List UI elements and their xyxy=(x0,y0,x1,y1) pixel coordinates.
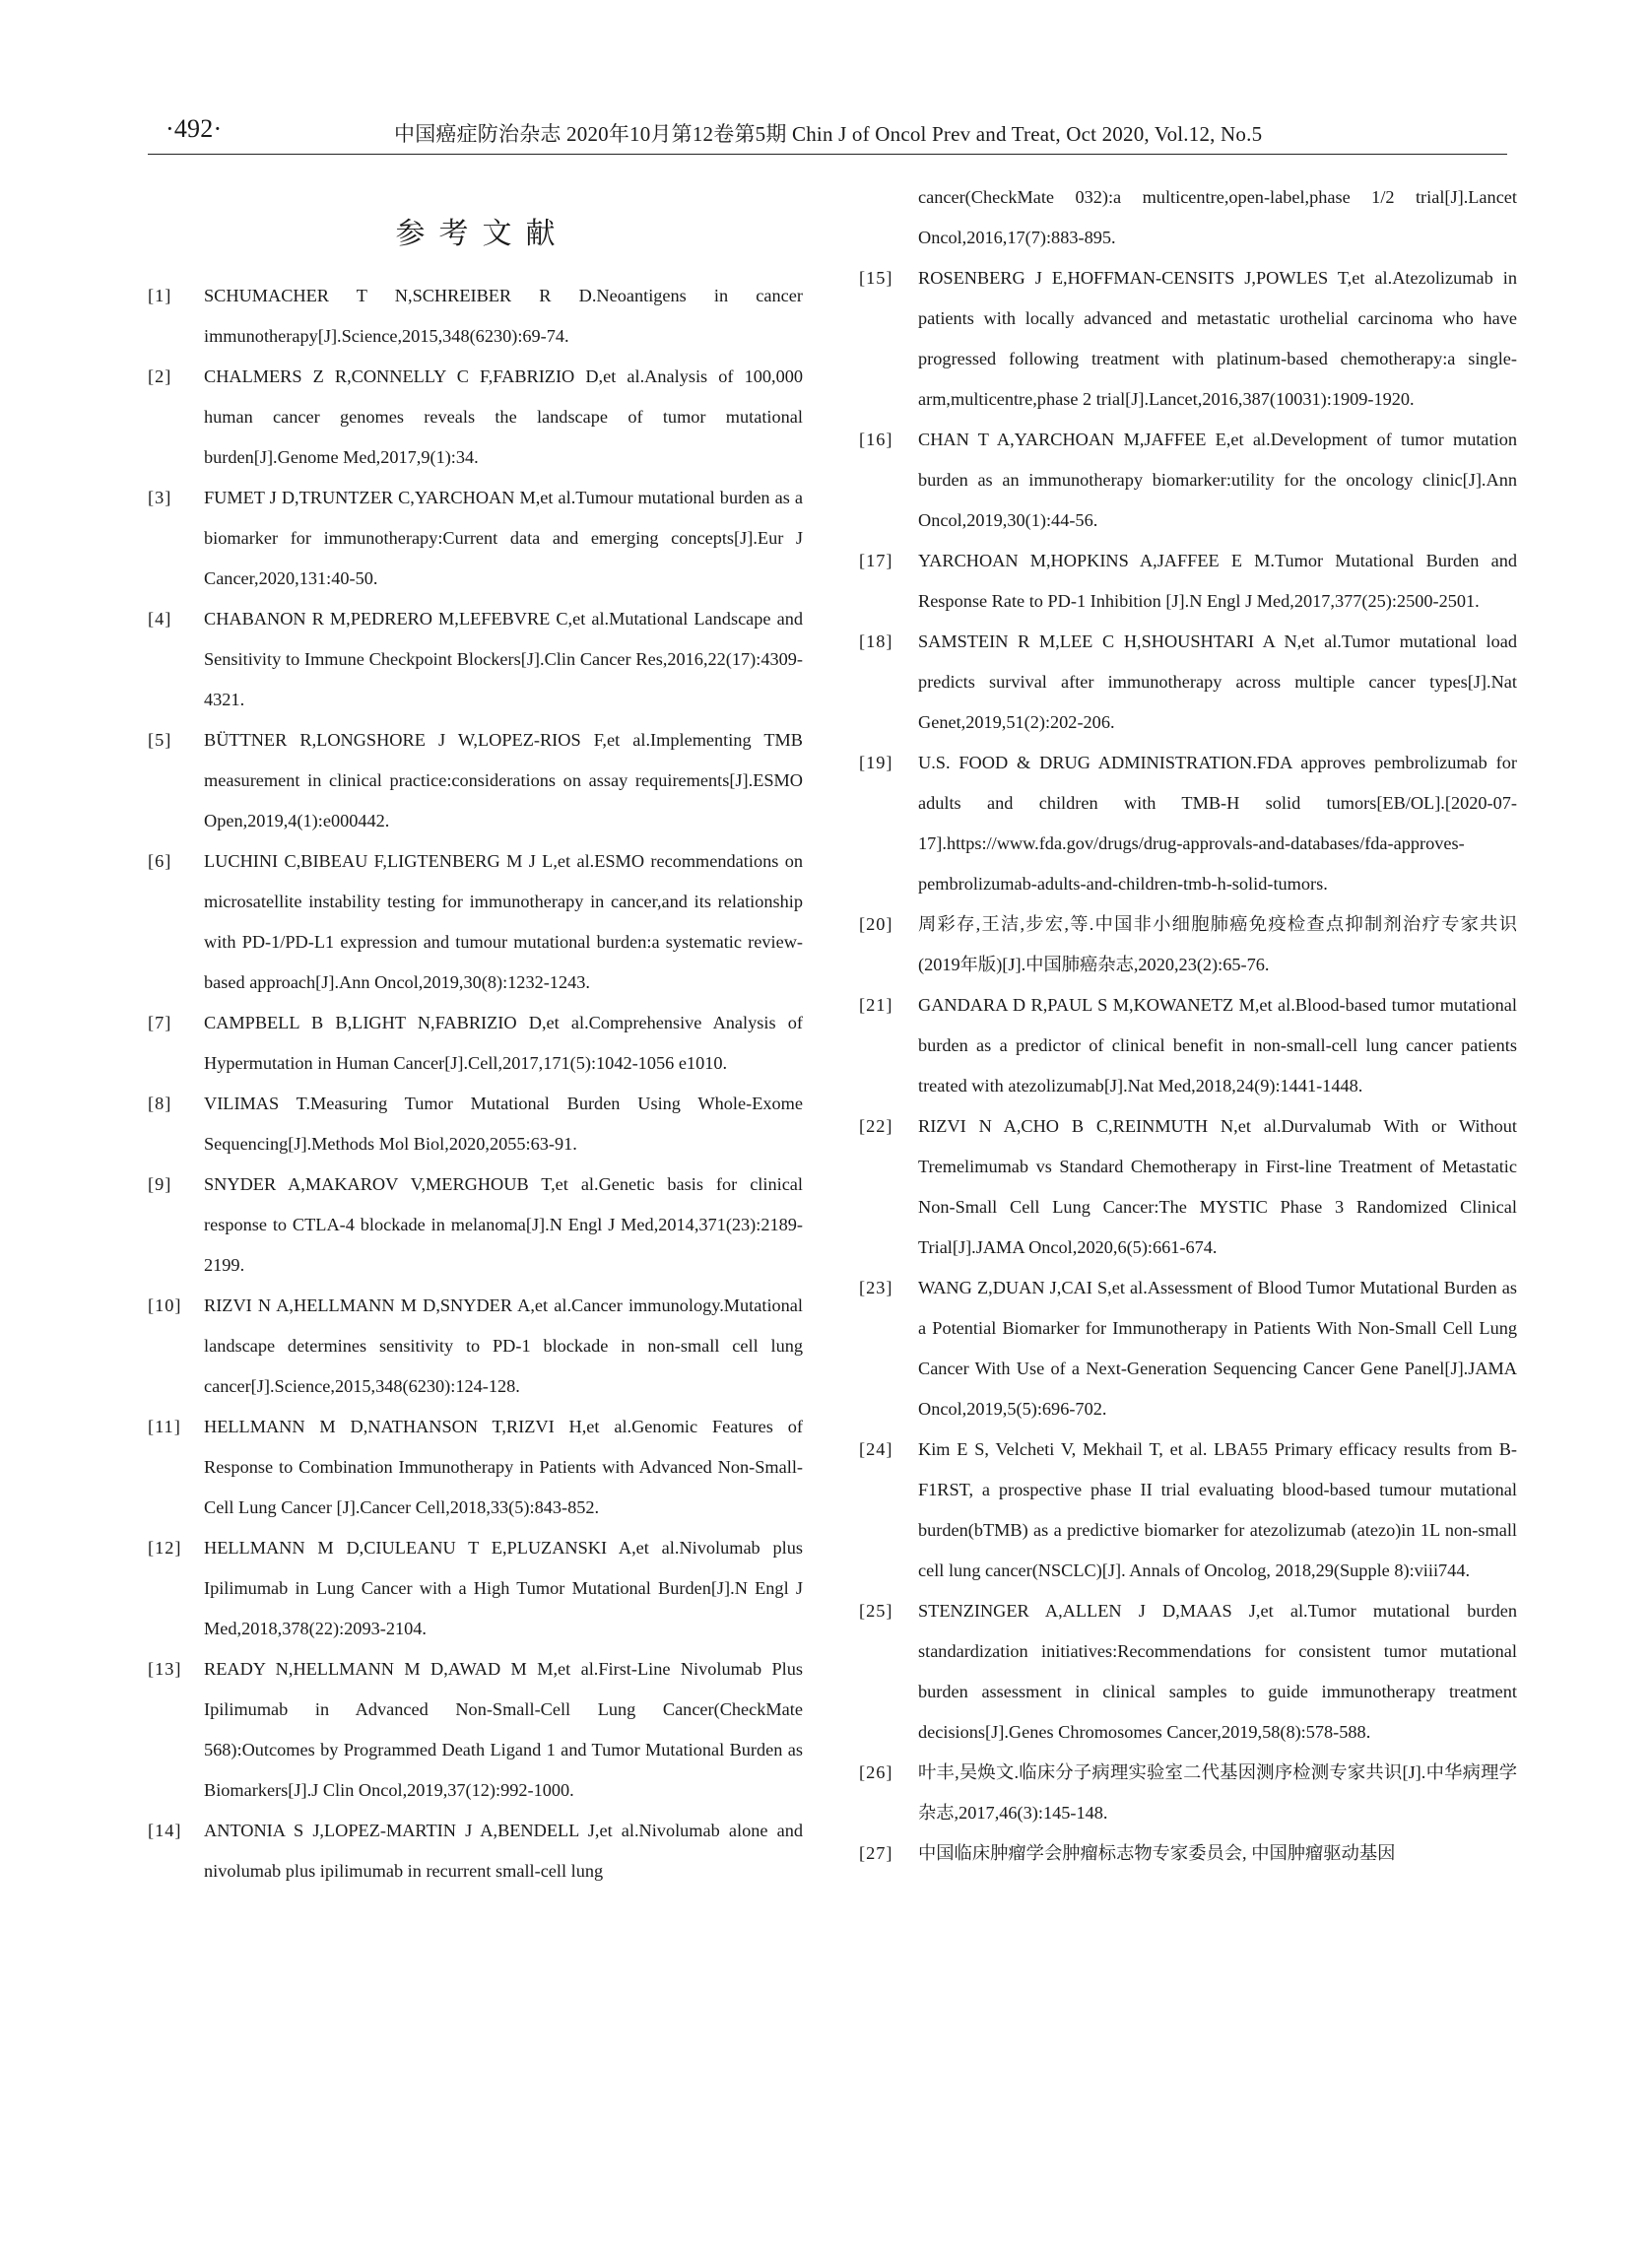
reference-number: [16] xyxy=(859,430,893,449)
reference-text: 中国临床肿瘤学会肿瘤标志物专家委员会, 中国肿瘤驱动基因 xyxy=(918,1843,1396,1863)
reference-number: [15] xyxy=(859,268,893,288)
reference-text: CHALMERS Z R,CONNELLY C F,FABRIZIO D,et al.Analysis of 100,000 human cancer genomes reveals the landscape of tumor mutational burden[J].Genome Med,2017,9(1):34. xyxy=(204,366,803,467)
reference-item xyxy=(859,1833,1517,1874)
reference-text: CHAN T A,YARCHOAN M,JAFFEE E,et al.Development of tumor mutation burden as an immunotherapy biomarker:utility for the oncology clinic[J].Ann Oncol,2019,30(1):44-56. xyxy=(918,430,1517,530)
reference-item xyxy=(859,1429,1517,1591)
reference-item xyxy=(148,1003,803,1084)
reference-number: [25] xyxy=(859,1601,893,1621)
reference-number: [11] xyxy=(148,1417,181,1436)
reference-text: CAMPBELL B B,LIGHT N,FABRIZIO D,et al.Comprehensive Analysis of Hypermutation in Human Cancer[J].Cell,2017,171(5):1042-1056 e1010. xyxy=(204,1013,803,1073)
reference-number: [10] xyxy=(148,1295,182,1315)
reference-item xyxy=(148,1528,803,1649)
reference-text: SAMSTEIN R M,LEE C H,SHOUSHTARI A N,et al.Tumor mutational load predicts survival after immunotherapy across multiple cancer types[J].Nat Genet,2019,51(2):202-206. xyxy=(918,631,1517,732)
reference-item xyxy=(148,357,803,478)
reference-item xyxy=(148,1407,803,1528)
reference-text: RIZVI N A,HELLMANN M D,SNYDER A,et al.Cancer immunology.Mutational landscape determines sensitivity to PD-1 blockade in non-small cell lung cancer[J].Science,2015,348(6230):124-128. xyxy=(204,1295,803,1396)
reference-number: [3] xyxy=(148,488,172,507)
reference-item xyxy=(148,720,803,841)
reference-item xyxy=(859,985,1517,1106)
reference-number: [21] xyxy=(859,995,893,1015)
right-column xyxy=(859,177,1517,1874)
reference-number: [26] xyxy=(859,1762,893,1782)
reference-list-right xyxy=(859,258,1517,1874)
reference-item xyxy=(859,1753,1517,1833)
reference-item xyxy=(148,841,803,1003)
reference-text: LUCHINI C,BIBEAU F,LIGTENBERG M J L,et al.ESMO recommendations on microsatellite instability testing for immunotherapy in cancer,and its relationship with PD-1/PD-L1 expression and tumour mutational burden:a systematic review-based approach[J].Ann Oncol,2019,30(8):1232-1243. xyxy=(204,851,803,992)
reference-text: Kim E S, Velcheti V, Mekhail T, et al. LBA55 Primary efficacy results from B-F1RST, a prospective phase II trial evaluating blood-based tumour mutational burden(bTMB) as a predictive biomarker for atezolizumab (atezo)in 1L non-small cell lung cancer(NSCLC)[J]. Annals of Oncolog, 2018,29(Supple 8):viii744. xyxy=(918,1439,1517,1580)
reference-number: [8] xyxy=(148,1094,172,1113)
reference-text: STENZINGER A,ALLEN J D,MAAS J,et al.Tumor mutational burden standardization initiatives:Recommendations for consistent tumor mutational burden assessment in clinical samples to guide immunotherapy treatment decisions[J].Genes Chromosomes Cancer,2019,58(8):578-588. xyxy=(918,1601,1517,1742)
reference-item xyxy=(859,1591,1517,1753)
reference-number: [2] xyxy=(148,366,172,386)
reference-text: CHABANON R M,PEDRERO M,LEFEBVRE C,et al.Mutational Landscape and Sensitivity to Immune Checkpoint Blockers[J].Clin Cancer Res,2016,22(17):4309-4321. xyxy=(204,609,803,709)
reference-text: ANTONIA S J,LOPEZ-MARTIN J A,BENDELL J,et al.Nivolumab alone and nivolumab plus ipilimumab in recurrent small-cell lung xyxy=(204,1821,803,1881)
reference-text: 叶丰,吴焕文.临床分子病理实验室二代基因测序检测专家共识[J].中华病理学杂志,2017,46(3):145-148. xyxy=(918,1762,1517,1823)
reference-item xyxy=(148,478,803,599)
reference-text: RIZVI N A,CHO B C,REINMUTH N,et al.Durvalumab With or Without Tremelimumab vs Standard Chemotherapy in First-line Treatment of Metastatic Non-Small Cell Lung Cancer:The MYSTIC Phase 3 Randomized Clinical Trial[J].JAMA Oncol,2020,6(5):661-674. xyxy=(918,1116,1517,1257)
reference-number: [27] xyxy=(859,1843,893,1863)
reference-text: HELLMANN M D,NATHANSON T,RIZVI H,et al.Genomic Features of Response to Combination Immunotherapy in Patients with Advanced Non-Small-Cell Lung Cancer [J].Cancer Cell,2018,33(5):843-852. xyxy=(204,1417,803,1517)
reference-number: [13] xyxy=(148,1659,182,1679)
reference-number: [1] xyxy=(148,286,172,305)
reference-number: [19] xyxy=(859,753,893,772)
reference-item xyxy=(148,1084,803,1164)
reference-item xyxy=(859,1268,1517,1429)
reference-text: SNYDER A,MAKAROV V,MERGHOUB T,et al.Genetic basis for clinical response to CTLA-4 blockade in melanoma[J].N Engl J Med,2014,371(23):2189-2199. xyxy=(204,1174,803,1275)
reference-text: U.S. FOOD & DRUG ADMINISTRATION.FDA approves pembrolizumab for adults and children with TMB-H solid tumors[EB/OL].[2020-07-17].https://www.fda.gov/drugs/drug-approvals-and-databases/fda-approves-pembrolizumab-adults-and-children-tmb-h-solid-tumors. xyxy=(918,753,1517,894)
reference-number: [22] xyxy=(859,1116,893,1136)
section-title: 参考文献 xyxy=(395,218,569,250)
reference-number: [14] xyxy=(148,1821,182,1840)
reference-item xyxy=(148,1286,803,1407)
reference-text: READY N,HELLMANN M D,AWAD M M,et al.First-Line Nivolumab Plus Ipilimumab in Advanced Non-Small-Cell Lung Cancer(CheckMate 568):Outcomes by Programmed Death Ligand 1 and Tumor Mutational Burden as Biomarkers[J].J Clin Oncol,2019,37(12):992-1000. xyxy=(204,1659,803,1800)
reference-item xyxy=(859,258,1517,420)
reference-item xyxy=(859,622,1517,743)
reference-item xyxy=(859,904,1517,985)
reference-text: ROSENBERG J E,HOFFMAN-CENSITS J,POWLES T,et al.Atezolizumab in patients with locally advanced and metastatic urothelial carcinoma who have progressed following treatment with platinum-based chemotherapy:a single-arm,multicentre,phase 2 trial[J].Lancet,2016,387(10031):1909-1920. xyxy=(918,268,1517,409)
reference-item xyxy=(148,1164,803,1286)
reference-item xyxy=(859,743,1517,904)
reference-number: [7] xyxy=(148,1013,172,1032)
reference-number: [24] xyxy=(859,1439,893,1459)
reference-number: [17] xyxy=(859,551,893,570)
reference-text: YARCHOAN M,HOPKINS A,JAFFEE E M.Tumor Mutational Burden and Response Rate to PD-1 Inhibition [J].N Engl J Med,2017,377(25):2500-2501. xyxy=(918,551,1517,611)
reference-number: [9] xyxy=(148,1174,172,1194)
reference-item xyxy=(859,541,1517,622)
reference-number: [4] xyxy=(148,609,172,629)
reference-text: 周彩存,王洁,步宏,等.中国非小细胞肺癌免疫检查点抑制剂治疗专家共识(2019年版)[J].中国肺癌杂志,2020,23(2):65-76. xyxy=(918,914,1517,974)
reference-number: [5] xyxy=(148,730,172,750)
reference-number: [18] xyxy=(859,631,893,651)
reference-text: WANG Z,DUAN J,CAI S,et al.Assessment of Blood Tumor Mutational Burden as a Potential Biomarker for Immunotherapy in Patients With Non-Small Cell Lung Cancer With Use of a Next-Generation Sequencing Cancer Gene Panel[J].JAMA Oncol,2019,5(5):696-702. xyxy=(918,1278,1517,1419)
reference-item xyxy=(859,1106,1517,1268)
running-header xyxy=(148,110,1507,155)
reference-item xyxy=(148,1811,803,1892)
reference-text: cancer(CheckMate 032):a multicentre,open-label,phase 1/2 trial[J].Lancet Oncol,2016,17(7):883-895. xyxy=(918,187,1517,247)
reference-text: HELLMANN M D,CIULEANU T E,PLUZANSKI A,et al.Nivolumab plus Ipilimumab in Lung Cancer with a High Tumor Mutational Burden[J].N Engl J Med,2018,378(22):2093-2104. xyxy=(204,1538,803,1638)
reference-continuation xyxy=(859,177,1517,258)
reference-number: [12] xyxy=(148,1538,182,1558)
reference-item xyxy=(148,1649,803,1811)
reference-text: SCHUMACHER T N,SCHREIBER R D.Neoantigens in cancer immunotherapy[J].Science,2015,348(6230):69-74. xyxy=(204,286,803,346)
reference-list-left xyxy=(148,276,803,1892)
reference-text: BÜTTNER R,LONGSHORE J W,LOPEZ-RIOS F,et al.Implementing TMB measurement in clinical practice:considerations on assay requirements[J].ESMO Open,2019,4(1):e000442. xyxy=(204,730,803,830)
reference-text: FUMET J D,TRUNTZER C,YARCHOAN M,et al.Tumour mutational burden as a biomarker for immunotherapy:Current data and emerging concepts[J].Eur J Cancer,2020,131:40-50. xyxy=(204,488,803,588)
reference-text: VILIMAS T.Measuring Tumor Mutational Burden Using Whole-Exome Sequencing[J].Methods Mol Biol,2020,2055:63-91. xyxy=(204,1094,803,1154)
reference-item xyxy=(148,599,803,720)
reference-number: [23] xyxy=(859,1278,893,1297)
left-column xyxy=(148,177,803,1892)
journal-running-head: 中国癌症防治杂志 2020年10月第12卷第5期 Chin J of Oncol Prev and Treat, Oct 2020, Vol.12, No.5 xyxy=(394,122,1263,146)
reference-text: GANDARA D R,PAUL S M,KOWANETZ M,et al.Blood-based tumor mutational burden as a predictor of clinical benefit in non-small-cell lung cancer patients treated with atezolizumab[J].Nat Med,2018,24(9):1441-1448. xyxy=(918,995,1517,1095)
reference-number: [20] xyxy=(859,914,893,934)
reference-number: [6] xyxy=(148,851,172,871)
reference-item xyxy=(859,420,1517,541)
page-number: ·492· xyxy=(165,114,223,143)
reference-item xyxy=(148,276,803,357)
